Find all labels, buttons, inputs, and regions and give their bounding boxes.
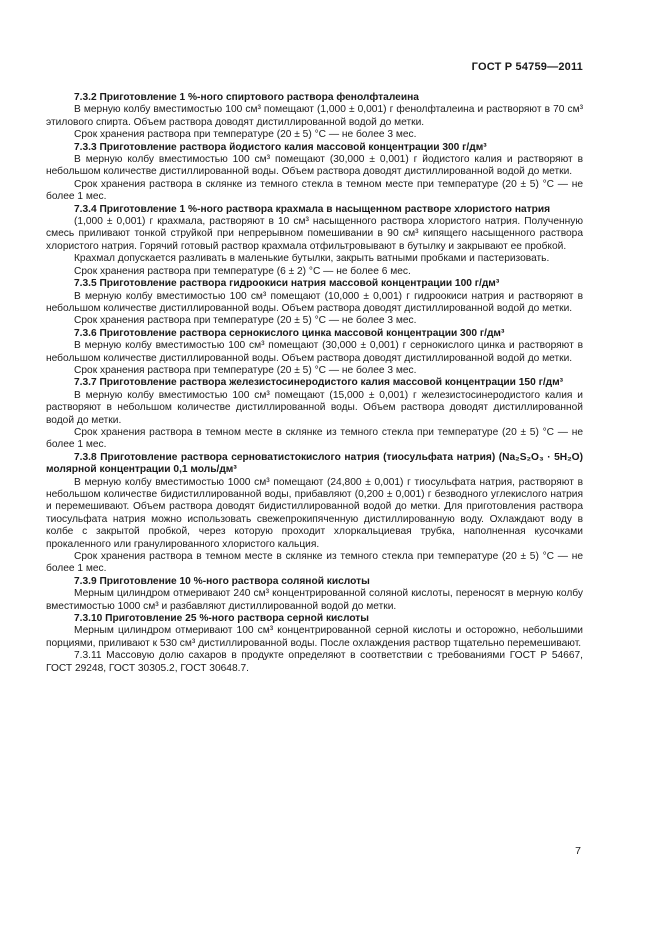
section-heading: 7.3.7 Приготовление раствора железистосинеродистого калия массовой концентрации 150 г/дм³: [74, 377, 564, 389]
paragraph: (1,000 ± 0,001) г крахмала, растворяют в 10 см³ насыщенного раствора хлористого натрия. Полученную смесь приливают тонкой струйкой при непрерывном помешивании в 90 см³ кипящего насыщенного раствора хлористого натрия. Горячий готовый раствор крахмала отфильтровывают в бутылку и закрывают ее пробкой.: [46, 216, 583, 252]
paragraph: В мерную колбу вместимостью 100 см³ помещают (30,000 ± 0,001) г йодистого калия и растворяют в небольшом количестве дистиллированной воды. Объем раствора доводят дистиллированной водой до метки.: [46, 154, 583, 178]
paragraph: В мерную колбу вместимостью 100 см³ помещают (15,000 ± 0,001) г железистосинеродистого калия и растворяют в небольшом количестве дистиллированной воды. Объем раствора доводят дистиллированной водой до метки.: [46, 389, 583, 426]
page-number: 7: [575, 845, 581, 857]
paragraph: Срок хранения раствора при температуре (20 ± 5) °С — не более 3 мес.: [74, 129, 417, 141]
section-heading: 7.3.6 Приготовление раствора сернокислого цинка массовой концентрации 300 г/дм³: [74, 327, 505, 339]
section-heading: 7.3.4 Приготовление 1 %-ного раствора крахмала в насыщенном растворе хлористого натрия: [74, 203, 551, 215]
paragraph: В мерную колбу вместимостью 100 см³ помещают (10,000 ± 0,001) г гидроокиси натрия и растворяют в небольшом количестве дистиллированной воды. Объем раствора доводят дистиллированной водой до метки.: [46, 290, 583, 314]
paragraph: В мерную колбу вместимостью 1000 см³ помещают (24,800 ± 0,001) г тиосульфата натрия, растворяют в небольшом количестве бидистиллированной воды, прибавляют (0,200 ± 0,001) г безводного углекислого натрия и перемешивают. Объем раствора доводят бидистиллированной водой до метки. Для приготовления раствора тиосульфата натрия можно использовать свежепрокипяченную дистиллированную воду. Охлаждают воду в колбе с закрытой пробкой, через которую проходит хлоркальциевая трубка, наполненная кусочками прокаленного или гранулированного хлористого кальция.: [46, 476, 583, 550]
paragraph: Мерным цилиндром отмеривают 100 см³ концентрированной серной кислоты и осторожно, небольшими порциями, приливают к 530 см³ дистиллированной воды. После охлаждения раствор тщательно перемешивают.: [46, 625, 583, 649]
section-heading: 7.3.2 Приготовление 1 %-ного спиртового раствора фенолфталеина: [74, 92, 419, 103]
section-heading: 7.3.3 Приготовление раствора йодистого калия массовой концентрации 300 г/дм³: [74, 141, 487, 153]
paragraph: В мерную колбу вместимостью 100 см³ помещают (1,000 ± 0,001) г фенолфталеина и растворяют в 70 см³ этилового спирта. Объем раствора доводят дистиллированной водой до метки.: [46, 104, 583, 128]
paragraph: Срок хранения раствора при температуре (20 ± 5) °С — не более 3 мес.: [74, 315, 417, 327]
section-heading: 7.3.8 Приготовление раствора серноватистокислого натрия (тиосульфата натрия) (Na₂S₂O₃ · 5H₂O) молярной концентрации 0,1 моль/дм³: [46, 451, 583, 476]
paragraph: Срок хранения раствора в темном месте в склянке из темного стекла при температуре (20 ± 5) °С — не более 1 мес.: [46, 426, 583, 451]
paragraph: 7.3.11 Массовую долю сахаров в продукте определяют в соответствии с требованиями ГОСТ Р 54667, ГОСТ 29248, ГОСТ 30305.2, ГОСТ 30648.7.: [46, 650, 583, 674]
paragraph: Срок хранения раствора при температуре (20 ± 5) °С — не более 3 мес.: [74, 364, 417, 376]
paragraph: Мерным цилиндром отмеривают 240 см³ концентрированной соляной кислоты, переносят в мерную колбу вместимостью 1000 см³ и разбавляют дистиллированной водой до метки.: [46, 588, 583, 612]
section-heading: 7.3.5 Приготовление раствора гидроокиси натрия массовой концентрации 100 г/дм³: [74, 278, 500, 290]
section-heading: 7.3.10 Приготовление 25 %-ного раствора серной кислоты: [74, 613, 369, 625]
document-header: ГОСТ Р 54759—2011: [471, 61, 583, 73]
paragraph: В мерную колбу вместимостью 100 см³ помещают (30,000 ± 0,001) г сернокислого цинка и растворяют в небольшом количестве дистиллированной воды. Объем раствора доводят дистиллированной водой до метки.: [46, 340, 583, 364]
document-body: [46, 92, 583, 675]
paragraph: Срок хранения раствора в темном месте в склянке из темного стекла при температуре (20 ± 5) °С — не более 1 мес.: [46, 551, 583, 575]
paragraph: Срок хранения раствора при температуре (6 ± 2) °С — не более 6 мес.: [74, 265, 411, 277]
paragraph: Срок хранения раствора в склянке из темного стекла в темном месте при температуре (20 ± 5) °С — не более 1 мес.: [46, 178, 583, 203]
section-heading: 7.3.9 Приготовление 10 %-ного раствора соляной кислоты: [74, 575, 370, 587]
paragraph: Крахмал допускается разливать в маленькие бутылки, закрыть ватными пробками и пастеризовать.: [74, 253, 550, 265]
